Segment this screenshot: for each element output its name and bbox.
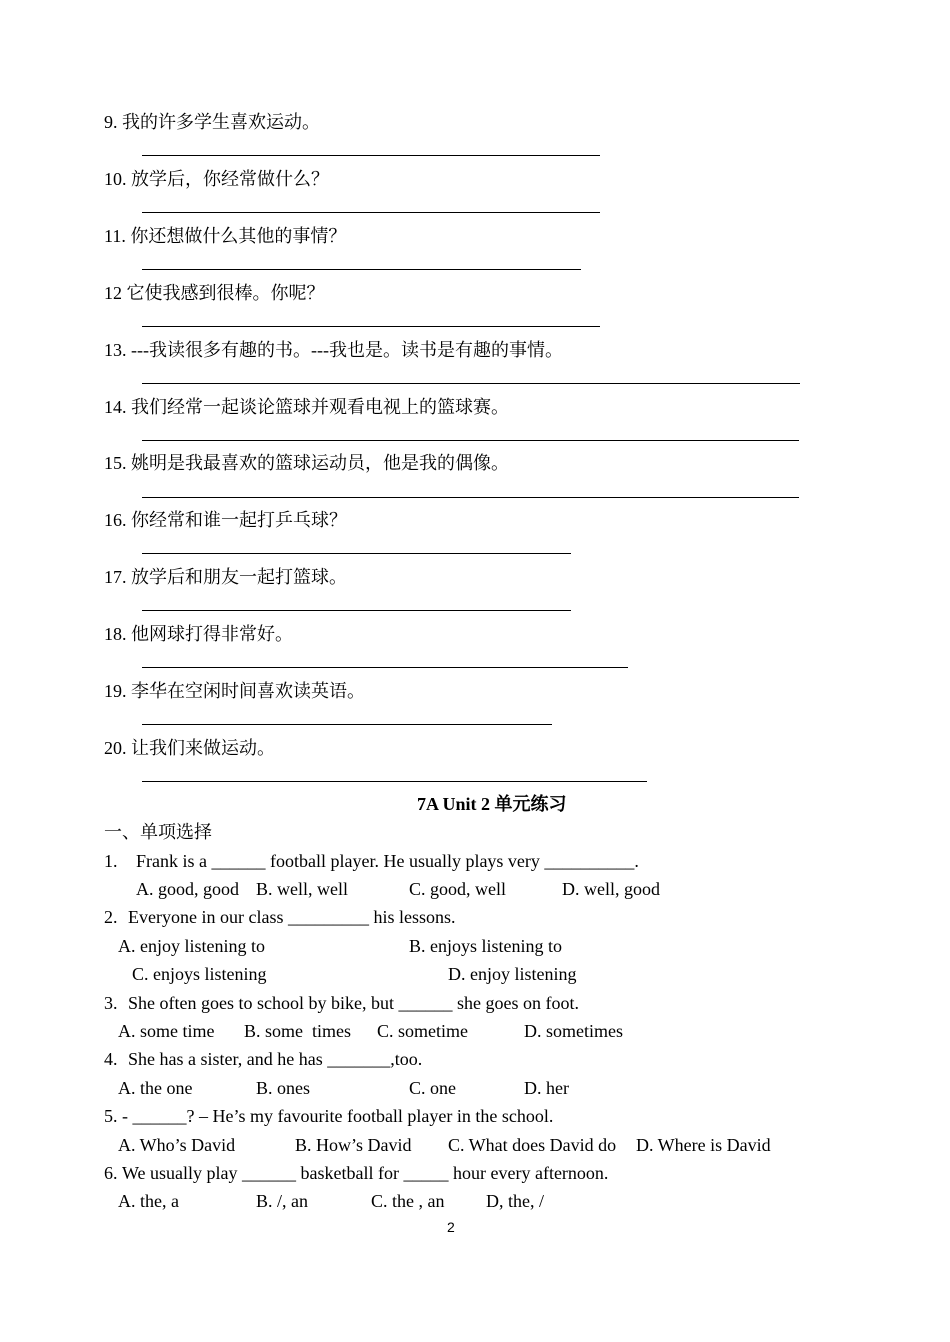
translation-item-12: 12 它使我感到很棒。你呢？ xyxy=(104,283,325,303)
question-number: 4. xyxy=(104,1049,118,1069)
answer-line-19[interactable] xyxy=(142,724,552,725)
question-stem: She has a sister, and he has _______,too. xyxy=(128,1049,423,1069)
option-d[interactable]: D, the, / xyxy=(486,1191,544,1211)
question-stem: Everyone in our class _________ his lessons. xyxy=(128,907,456,927)
option-c[interactable]: C. one xyxy=(409,1078,456,1098)
option-a[interactable]: A. the, a xyxy=(118,1191,179,1211)
answer-line-13[interactable] xyxy=(142,383,800,384)
question-stem: We usually play ______ basketball for _____ hour every afternoon. xyxy=(122,1163,609,1183)
answer-line-16[interactable] xyxy=(142,553,571,554)
option-b[interactable]: B. ones xyxy=(256,1078,310,1098)
question-number: 5. xyxy=(104,1106,118,1126)
translation-item-16: 16. 你经常和谁一起打乒乓球？ xyxy=(104,510,347,530)
question-number: 3. xyxy=(104,993,118,1013)
question-number: 1. xyxy=(104,851,118,871)
option-d[interactable]: D. enjoy listening xyxy=(448,964,577,984)
translation-item-20: 20. 让我们来做运动。 xyxy=(104,738,275,758)
option-d[interactable]: D. her xyxy=(524,1078,569,1098)
answer-line-17[interactable] xyxy=(142,610,571,611)
option-a[interactable]: A. enjoy listening to xyxy=(118,936,265,956)
question-number: 2. xyxy=(104,907,118,927)
answer-line-11[interactable] xyxy=(142,269,581,270)
answer-line-12[interactable] xyxy=(142,326,600,327)
section-heading: 一、单项选择 xyxy=(104,822,212,842)
question-stem: She often goes to school by bike, but ______ she goes on foot. xyxy=(128,993,579,1013)
unit-title: 7A Unit 2 单元练习 xyxy=(417,794,567,814)
page-number: 2 xyxy=(447,1219,455,1235)
answer-line-9[interactable] xyxy=(142,155,600,156)
translation-item-15: 15. 姚明是我最喜欢的篮球运动员，他是我的偶像。 xyxy=(104,453,509,473)
option-b[interactable]: B. enjoys listening to xyxy=(409,936,562,956)
option-a[interactable]: A. good, good xyxy=(136,879,239,899)
translation-item-11: 11. 你还想做什么其他的事情？ xyxy=(104,226,347,246)
option-b[interactable]: B. How’s David xyxy=(295,1135,412,1155)
option-c[interactable]: C. enjoys listening xyxy=(132,964,267,984)
option-c[interactable]: C. good, well xyxy=(409,879,506,899)
question-stem: Frank is a ______ football player. He usually plays very __________. xyxy=(136,851,639,871)
option-a[interactable]: A. the one xyxy=(118,1078,193,1098)
option-d[interactable]: D. well, good xyxy=(562,879,660,899)
option-c[interactable]: C. What does David do xyxy=(448,1135,617,1155)
option-a[interactable]: A. Who’s David xyxy=(118,1135,236,1155)
option-d[interactable]: D. sometimes xyxy=(524,1021,623,1041)
translation-item-13: 13. ---我读很多有趣的书。---我也是。读书是有趣的事情。 xyxy=(104,340,563,360)
option-b[interactable]: B. /, an xyxy=(256,1191,308,1211)
option-c[interactable]: C. the , an xyxy=(371,1191,445,1211)
translation-item-10: 10. 放学后，你经常做什么？ xyxy=(104,169,329,189)
translation-item-14: 14. 我们经常一起谈论篮球并观看电视上的篮球赛。 xyxy=(104,397,509,417)
answer-line-10[interactable] xyxy=(142,212,600,213)
question-stem: - ______? – He’s my favourite football player in the school. xyxy=(122,1106,554,1126)
answer-line-18[interactable] xyxy=(142,667,628,668)
option-d[interactable]: D. Where is David xyxy=(636,1135,771,1155)
option-b[interactable]: B. well, well xyxy=(256,879,348,899)
translation-item-9: 9. 我的许多学生喜欢运动。 xyxy=(104,112,320,132)
answer-line-14[interactable] xyxy=(142,440,799,441)
option-a[interactable]: A. some time xyxy=(118,1021,215,1041)
answer-line-20[interactable] xyxy=(142,781,647,782)
question-number: 6. xyxy=(104,1163,118,1183)
translation-item-18: 18. 他网球打得非常好。 xyxy=(104,624,293,644)
option-b[interactable]: B. some times xyxy=(244,1021,351,1041)
answer-line-15[interactable] xyxy=(142,497,799,498)
option-c[interactable]: C. sometime xyxy=(377,1021,468,1041)
translation-item-17: 17. 放学后和朋友一起打篮球。 xyxy=(104,567,347,587)
translation-item-19: 19. 李华在空闲时间喜欢读英语。 xyxy=(104,681,365,701)
